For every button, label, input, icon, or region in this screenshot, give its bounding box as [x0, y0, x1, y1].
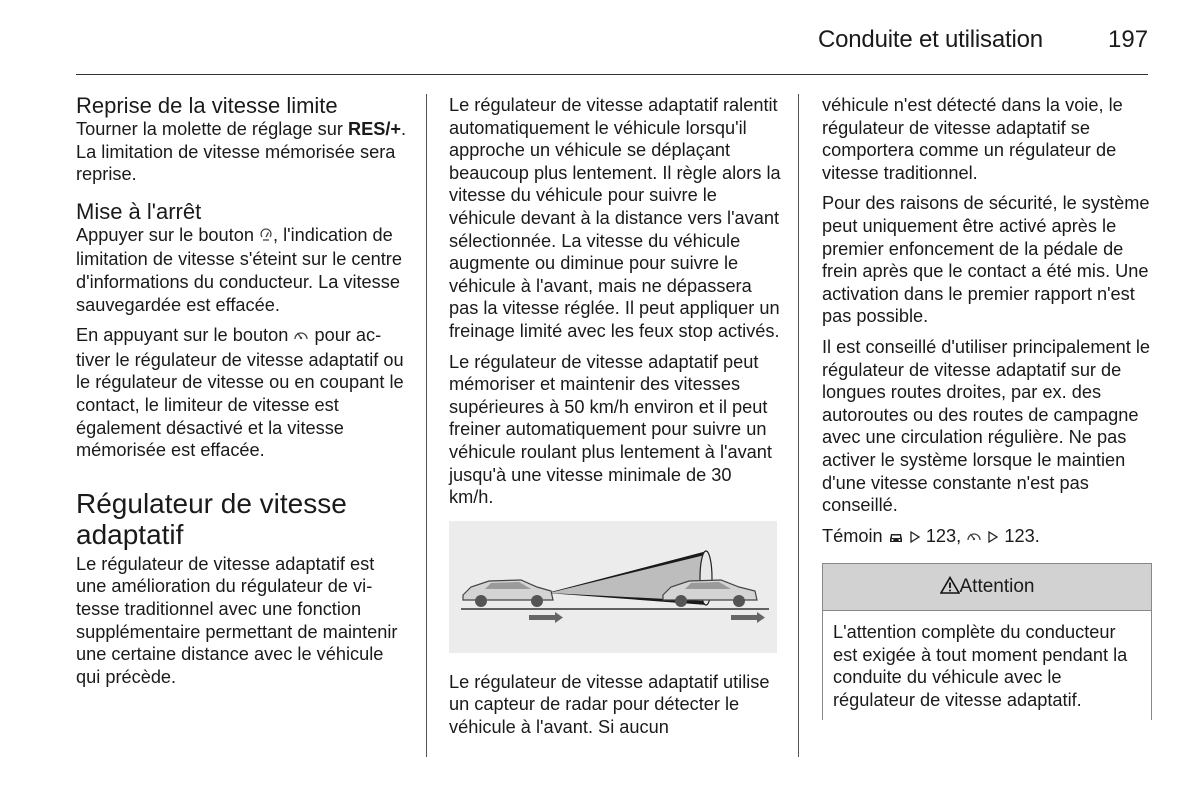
heading-mise-a-l-arret: Mise à l'arrêt	[76, 198, 202, 224]
paragraph-conseil: Il est conseillé d'utiliser principalement le régulateur de vitesse adaptatif sur de longues routes droites, par ex. des autoroutes ou des routes de campagne avec une circulation régulière. Ne pas activer le système lorsque le maintien d'une vitesse constante n'est pas conseillé.	[822, 336, 1150, 516]
text-segment: pour activer le régulateur de vitesse adaptatif ou le régulateur de vitesse ou en coupant le contact, le limiteur de vitesse est également désactivé et la vitesse mémorisée est effacée.	[76, 325, 404, 461]
column-2	[449, 94, 781, 746]
column-3	[822, 94, 1152, 720]
page-reference-icon	[987, 527, 999, 550]
paragraph-securite: Pour des raisons de sécurité, le système peut uniquement être activé après le premier enfoncement de la pédale de frein après que le contact a été mis. Une activation dans le premier rapport n'est pas possible.	[822, 193, 1150, 327]
direction-arrow-right	[731, 612, 765, 623]
temoin-line	[822, 525, 1152, 550]
reference-123: 123,	[920, 525, 967, 546]
attention-body: L'attention complète du conducteur est exigée à tout moment pendant la conduite du véhicule avec le régulateur de vitesse adaptatif.	[833, 622, 1128, 711]
text-segment: , l'indication de limitation de vitesse s'éteint sur le centre d'informations du conducteur. La vitesse sauvegardée est effacée.	[76, 224, 402, 315]
temoin-label: Témoin	[822, 525, 888, 546]
attention-box	[822, 563, 1152, 719]
reference-123: 123.	[999, 525, 1040, 546]
paragraph-memoriser: Le régulateur de vitesse adaptatif peut mémoriser et maintenir des vitesses supérieures à 50 km/h environ et il peut freiner automatiquement pour suivre un véhicule roulant plus lentement à l'avant jusqu'à une vitesse minimale de 30 km/h.	[449, 351, 772, 508]
following-car-icon	[463, 580, 553, 607]
attention-title: Attention	[959, 576, 1035, 598]
page-number: 197	[1108, 26, 1149, 53]
page-header-title: Conduite et utilisation	[818, 26, 1043, 53]
paragraph-arret-1	[76, 224, 408, 316]
column-divider-1	[426, 94, 427, 757]
radar-illustration	[449, 521, 777, 653]
paragraph-non-detecte: véhicule n'est détecté dans la voie, le régulateur de vitesse adaptatif se comportera comme un régulateur de vitesse traditionnel.	[822, 95, 1123, 183]
cruise-control-icon	[293, 326, 309, 349]
column-divider-2	[798, 94, 799, 757]
car-ahead-icon	[888, 527, 904, 550]
paragraph-ralentit: Le régulateur de vitesse adaptatif ralentit automatiquement le véhicule lorsqu'il approche un véhicule se déplaçant beaucoup plus lentement. Il règle alors la vitesse du véhicule pour suivre le véhicule devant à la distance vers l'avant sélectionnée. La vitesse du véhicule augmente ou diminue pour suivre le véhicule à l'avant, mais ne dépassera pas la vitesse réglée. Il peut appliquer un freinage limité avec les feux stop activés.	[449, 95, 781, 341]
heading-reprise: Reprise de la vitesse limite	[76, 93, 338, 118]
attention-header	[823, 564, 1151, 611]
warning-triangle-icon	[940, 566, 960, 612]
direction-arrow-left	[529, 612, 563, 623]
paragraph-arret-2	[76, 324, 408, 462]
page-reference-icon	[909, 527, 921, 550]
column-1	[76, 94, 408, 696]
text-segment: En appuyant sur le bouton	[76, 325, 294, 346]
paragraph-reprise	[76, 118, 408, 186]
heading-regulateur-adaptatif: Régulateur de vitesse adaptatif	[76, 487, 347, 550]
header-rule	[76, 74, 1148, 75]
text-segment: Tourner la molette de réglage sur	[76, 119, 348, 139]
cruise-control-icon	[966, 527, 982, 550]
res-plus-label: RES/+	[347, 119, 402, 139]
paragraph-regulateur-intro: Le régulateur de vitesse adaptatif est une amélioration du régulateur de vitesse traditionnel avec une fonction supplémentaire permettant de maintenir une certaine distance avec le véhicule qui précède.	[76, 553, 398, 687]
speed-limiter-icon	[259, 226, 273, 249]
text-segment: Appuyer sur le bouton	[76, 224, 260, 245]
text-segment: . La limitation de vitesse mémorisée sera reprise.	[76, 119, 407, 185]
paragraph-radar: Le régulateur de vitesse adaptatif utilise un capteur de radar pour détecter le véhicule à l'avant. Si aucun	[449, 671, 770, 737]
